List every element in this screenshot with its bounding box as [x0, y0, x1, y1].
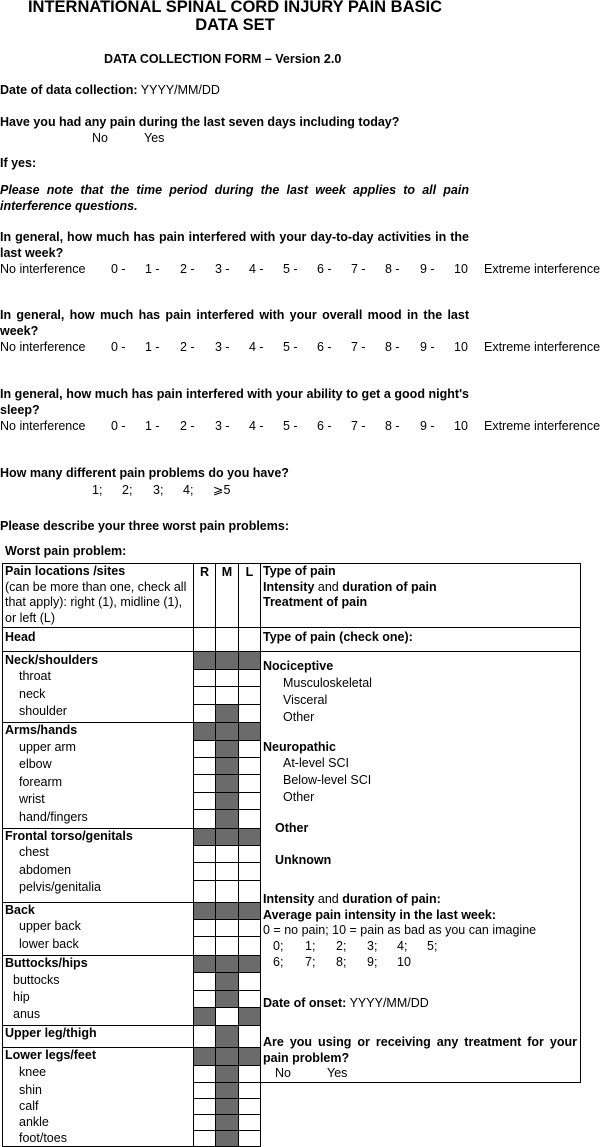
scale-option[interactable]: 7 - [351, 340, 366, 354]
checkbox-knee-r[interactable] [194, 1065, 216, 1082]
scale-option[interactable]: 10 [454, 419, 468, 433]
checkbox-chest-m[interactable] [216, 845, 239, 862]
intensity-option[interactable]: 7; [305, 954, 316, 969]
location-pelvis: pelvis/genitalia [3, 880, 194, 902]
checkbox-neck-l[interactable] [239, 687, 261, 704]
checkbox-ankle-r[interactable] [194, 1115, 216, 1131]
scale-option[interactable]: 9 - [420, 262, 435, 276]
column-m-header: M [216, 564, 239, 628]
location-foot-toes: foot/toes [3, 1131, 194, 1147]
locations-header [3, 564, 194, 628]
intensity-option[interactable]: 1; [305, 938, 316, 953]
location-upper-leg-thigh: Upper leg/thigh [3, 1026, 194, 1048]
scale-option[interactable]: 5 - [283, 340, 298, 354]
location-abdomen: abdomen [3, 863, 194, 880]
interference-question-1: In general, how much has pain interfered with your day-to-day activities in the last week? [0, 230, 469, 260]
checkbox-head-m[interactable] [216, 628, 239, 652]
column-l-header: L [239, 564, 261, 628]
option-neuropathic-other[interactable]: Other [283, 790, 315, 804]
intensity-option[interactable]: 3; [367, 938, 378, 953]
location-hand-fingers: hand/fingers [3, 810, 194, 828]
option-other[interactable]: Other [275, 821, 309, 835]
checkbox-lower-back-r[interactable] [194, 937, 216, 955]
scale-option[interactable]: 8 - [385, 340, 400, 354]
intensity-option[interactable]: 4; [397, 938, 408, 953]
column-r-header: R [194, 564, 216, 628]
group-lower-legs-feet: Lower legs/feet [3, 1048, 194, 1065]
checkbox-abdomen-r[interactable] [194, 863, 216, 880]
scale-option[interactable]: 7 - [351, 419, 366, 433]
info-header-treatment: Treatment of pain [263, 595, 368, 609]
scale-option[interactable]: 4 - [249, 419, 264, 433]
checkbox-pelvis-l[interactable] [239, 880, 261, 902]
checkbox-upper-back-r[interactable] [194, 919, 216, 936]
form-title-line1: INTERNATIONAL SPINAL CORD INJURY PAIN BASIC [27, 0, 443, 16]
if-yes-label: If yes: [0, 156, 37, 170]
checkbox-throat-m[interactable] [216, 669, 239, 686]
interference-question-2: In general, how much has pain interfered with your overall mood in the last week? [0, 308, 469, 338]
checkbox-upper-arm-r[interactable] [194, 740, 216, 757]
checkbox-lower-back-m[interactable] [216, 937, 239, 955]
checkbox-hand-r[interactable] [194, 810, 216, 828]
locations-header-text: (can be more than one, check all that apply): right (1), midline (1), or left (L) [5, 579, 187, 625]
scale-option[interactable]: 3 - [215, 262, 230, 276]
checkbox-upper-leg-l[interactable] [239, 1026, 261, 1048]
checkbox-buttocks-l[interactable] [239, 973, 261, 990]
type-of-pain-title: Type of pain (check one): [261, 628, 581, 652]
checkbox-foot-l[interactable] [239, 1131, 261, 1147]
checkbox-calf-r[interactable] [194, 1099, 216, 1115]
checkbox-forearm-l[interactable] [239, 775, 261, 792]
average-intensity-row1 [263, 939, 580, 955]
scale-option[interactable]: 8 - [385, 262, 400, 276]
scale-option[interactable]: 0 - [111, 419, 126, 433]
scale-left-label: No interference [0, 340, 86, 354]
option-below-level-sci[interactable]: Below-level SCI [283, 773, 372, 787]
scale-option[interactable]: 7 - [351, 262, 366, 276]
location-ankle: ankle [3, 1115, 194, 1131]
scale-left-label: No interference [0, 419, 86, 433]
scale-option[interactable]: 6 - [317, 419, 332, 433]
info-header [261, 564, 581, 628]
scale-option[interactable]: 5 - [283, 419, 298, 433]
location-neck: neck [3, 687, 194, 704]
scale-option[interactable]: 4 - [249, 340, 264, 354]
scale-option[interactable]: 0 - [111, 340, 126, 354]
nociceptive-label[interactable]: Nociceptive [263, 659, 334, 673]
scale-option[interactable]: 6 - [317, 262, 332, 276]
checkbox-chest-l[interactable] [239, 845, 261, 862]
scale-option[interactable]: 8 - [385, 419, 400, 433]
onset-value[interactable]: YYYY/MM/DD [349, 995, 429, 1010]
checkbox-elbow-l[interactable] [239, 757, 261, 774]
worst-pain-label: Worst pain problem: [5, 544, 127, 558]
intensity-duration-title: Intensity and duration of pain: [263, 892, 441, 906]
onset-row [263, 996, 580, 1012]
pain-locations-table [2, 563, 581, 1147]
average-intensity-scale: 0 = no pain; 10 = pain as bad as you can imagine [263, 923, 537, 937]
location-forearm: forearm [3, 775, 194, 792]
scale-option[interactable]: 1 - [145, 419, 160, 433]
checkbox-forearm-r[interactable] [194, 775, 216, 792]
pain-problems-option[interactable]: 2; [122, 483, 133, 497]
location-buttocks: buttocks [3, 973, 194, 990]
group-back: Back [3, 902, 194, 919]
checkbox-shoulder-r[interactable] [194, 704, 216, 722]
interference-question-3: In general, how much has pain interfered with your ability to get a good night's sleep? [0, 387, 469, 417]
scale-right-label: Extreme interference [484, 419, 601, 433]
describe-label: Please describe your three worst pain problems: [0, 519, 289, 533]
scale-option[interactable]: 9 - [420, 419, 435, 433]
checkbox-shin-r[interactable] [194, 1083, 216, 1099]
location-head: Head [3, 628, 194, 652]
scale-option[interactable]: 10 [454, 262, 468, 276]
checkbox-neck-r[interactable] [194, 687, 216, 704]
checkbox-buttocks-r[interactable] [194, 973, 216, 990]
checkbox-upper-arm-l[interactable] [239, 740, 261, 757]
scale-option[interactable]: 10 [454, 340, 468, 354]
intensity-option[interactable]: 5; [427, 938, 438, 953]
scale-option[interactable]: 3 - [215, 340, 230, 354]
interference-scale-3 [0, 419, 609, 435]
pain-problems-options [0, 483, 609, 499]
checkbox-shoulder-l[interactable] [239, 704, 261, 722]
option-nociceptive-other[interactable]: Other [283, 709, 315, 724]
location-anus: anus [3, 1007, 194, 1025]
interference-scale-1 [0, 262, 609, 278]
scale-option[interactable]: 2 - [180, 340, 195, 354]
onset-label: Date of onset: [263, 995, 347, 1010]
location-shin: shin [3, 1083, 194, 1099]
pain-problems-question: How many different pain problems do you have? [0, 466, 289, 480]
group-neck-shoulders: Neck/shoulders [3, 652, 194, 670]
location-upper-arm: upper arm [3, 740, 194, 757]
treatment-yes-option[interactable]: Yes [327, 1066, 348, 1080]
checkbox-calf-l[interactable] [239, 1099, 261, 1115]
scale-right-label: Extreme interference [484, 340, 601, 354]
treatment-options [263, 1066, 580, 1082]
date-collection-row [0, 83, 220, 98]
treatment-question: Are you using or receiving any treatment for your pain problem? [263, 1035, 577, 1065]
pain-details-panel [261, 652, 581, 1083]
group-arms-hands: Arms/hands [3, 723, 194, 740]
scale-right-label: Extreme interference [484, 262, 601, 276]
scale-option[interactable]: 1 - [145, 262, 160, 276]
location-upper-back: upper back [3, 919, 194, 936]
scale-option[interactable]: 4 - [249, 262, 264, 276]
scale-option[interactable]: 2 - [180, 262, 195, 276]
checkbox-wrist-l[interactable] [239, 792, 261, 809]
location-chest: chest [3, 845, 194, 862]
location-throat: throat [3, 669, 194, 686]
scale-option[interactable]: 5 - [283, 262, 298, 276]
checkbox-upper-back-m[interactable] [216, 919, 239, 936]
scale-option[interactable]: 3 - [215, 419, 230, 433]
info-header-type: Type of pain [263, 564, 336, 578]
checkbox-lower-back-l[interactable] [239, 937, 261, 955]
average-intensity-title: Average pain intensity in the last week: [263, 907, 496, 922]
location-knee: knee [3, 1065, 194, 1082]
checkbox-head-l[interactable] [239, 628, 261, 652]
intensity-option[interactable]: 9; [367, 954, 378, 969]
intensity-option[interactable]: 0; [273, 938, 284, 953]
any-pain-question: Have you had any pain during the last seven days including today? [0, 115, 400, 129]
form-subtitle: DATA COLLECTION FORM – Version 2.0 [104, 52, 342, 66]
location-elbow: elbow [3, 757, 194, 774]
location-shoulder: shoulder [3, 704, 194, 722]
scale-option[interactable]: 6 - [317, 340, 332, 354]
interference-note: Please note that the time period during the last week applies to all pain interference questions. [0, 183, 469, 213]
checkbox-ankle-l[interactable] [239, 1115, 261, 1131]
locations-header-title: Pain locations /sites [5, 564, 126, 578]
any-pain-no-option[interactable]: No [92, 131, 108, 145]
checkbox-hip-l[interactable] [239, 990, 261, 1007]
pain-problems-option[interactable]: 3; [153, 483, 164, 497]
scale-option[interactable]: 1 - [145, 340, 160, 354]
location-wrist: wrist [3, 792, 194, 809]
info-header-intensity: Intensity and duration of pain [263, 579, 437, 594]
location-lower-back: lower back [3, 937, 194, 955]
checkbox-pelvis-m[interactable] [216, 880, 239, 902]
checkbox-foot-r[interactable] [194, 1131, 216, 1147]
checkbox-neck-m[interactable] [216, 687, 239, 704]
interference-scale-2 [0, 340, 609, 356]
checkbox-abdomen-l[interactable] [239, 863, 261, 880]
checkbox-shin-l[interactable] [239, 1083, 261, 1099]
form-title-line2: DATA SET [195, 16, 275, 34]
pain-problems-option[interactable]: ⩾5 [213, 483, 231, 497]
any-pain-yes-option[interactable]: Yes [144, 131, 165, 145]
scale-left-label: No interference [0, 262, 86, 276]
option-unknown[interactable]: Unknown [275, 852, 332, 867]
checkbox-anus-m[interactable] [216, 1007, 239, 1025]
checkbox-upper-leg-r[interactable] [194, 1026, 216, 1048]
pain-problems-option[interactable]: 1; [92, 483, 103, 497]
checkbox-elbow-r[interactable] [194, 757, 216, 774]
option-musculoskeletal[interactable]: Musculoskeletal [283, 675, 372, 690]
location-hip: hip [3, 990, 194, 1007]
group-buttocks-hips: Buttocks/hips [3, 955, 194, 972]
location-calf: calf [3, 1099, 194, 1115]
scale-option[interactable]: 0 - [111, 262, 126, 276]
scale-option[interactable]: 9 - [420, 340, 435, 354]
intensity-option[interactable]: 10 [397, 954, 411, 969]
average-intensity-row2 [263, 955, 580, 971]
option-visceral[interactable]: Visceral [283, 692, 328, 707]
checkbox-throat-r[interactable] [194, 669, 216, 686]
intensity-option[interactable]: 2; [336, 938, 347, 953]
intensity-option[interactable]: 6; [273, 954, 284, 969]
intensity-option[interactable]: 8; [336, 954, 347, 969]
date-collection-value[interactable]: YYYY/MM/DD [140, 83, 220, 97]
checkbox-head-r[interactable] [194, 628, 216, 652]
pain-problems-option[interactable]: 4; [183, 483, 194, 497]
checkbox-upper-back-l[interactable] [239, 919, 261, 936]
date-collection-label: Date of data collection: [0, 83, 138, 97]
option-at-level-sci[interactable]: At-level SCI [283, 756, 349, 770]
group-frontal-torso: Frontal torso/genitals [3, 828, 194, 845]
checkbox-hand-l[interactable] [239, 810, 261, 828]
scale-option[interactable]: 2 - [180, 419, 195, 433]
checkbox-knee-l[interactable] [239, 1065, 261, 1082]
checkbox-pelvis-r[interactable] [194, 880, 216, 902]
checkbox-hip-r[interactable] [194, 990, 216, 1007]
checkbox-chest-r[interactable] [194, 845, 216, 862]
checkbox-wrist-r[interactable] [194, 792, 216, 809]
neuropathic-label[interactable]: Neuropathic [263, 739, 336, 754]
checkbox-abdomen-m[interactable] [216, 863, 239, 880]
treatment-no-option[interactable]: No [275, 1066, 291, 1080]
checkbox-throat-l[interactable] [239, 669, 261, 686]
